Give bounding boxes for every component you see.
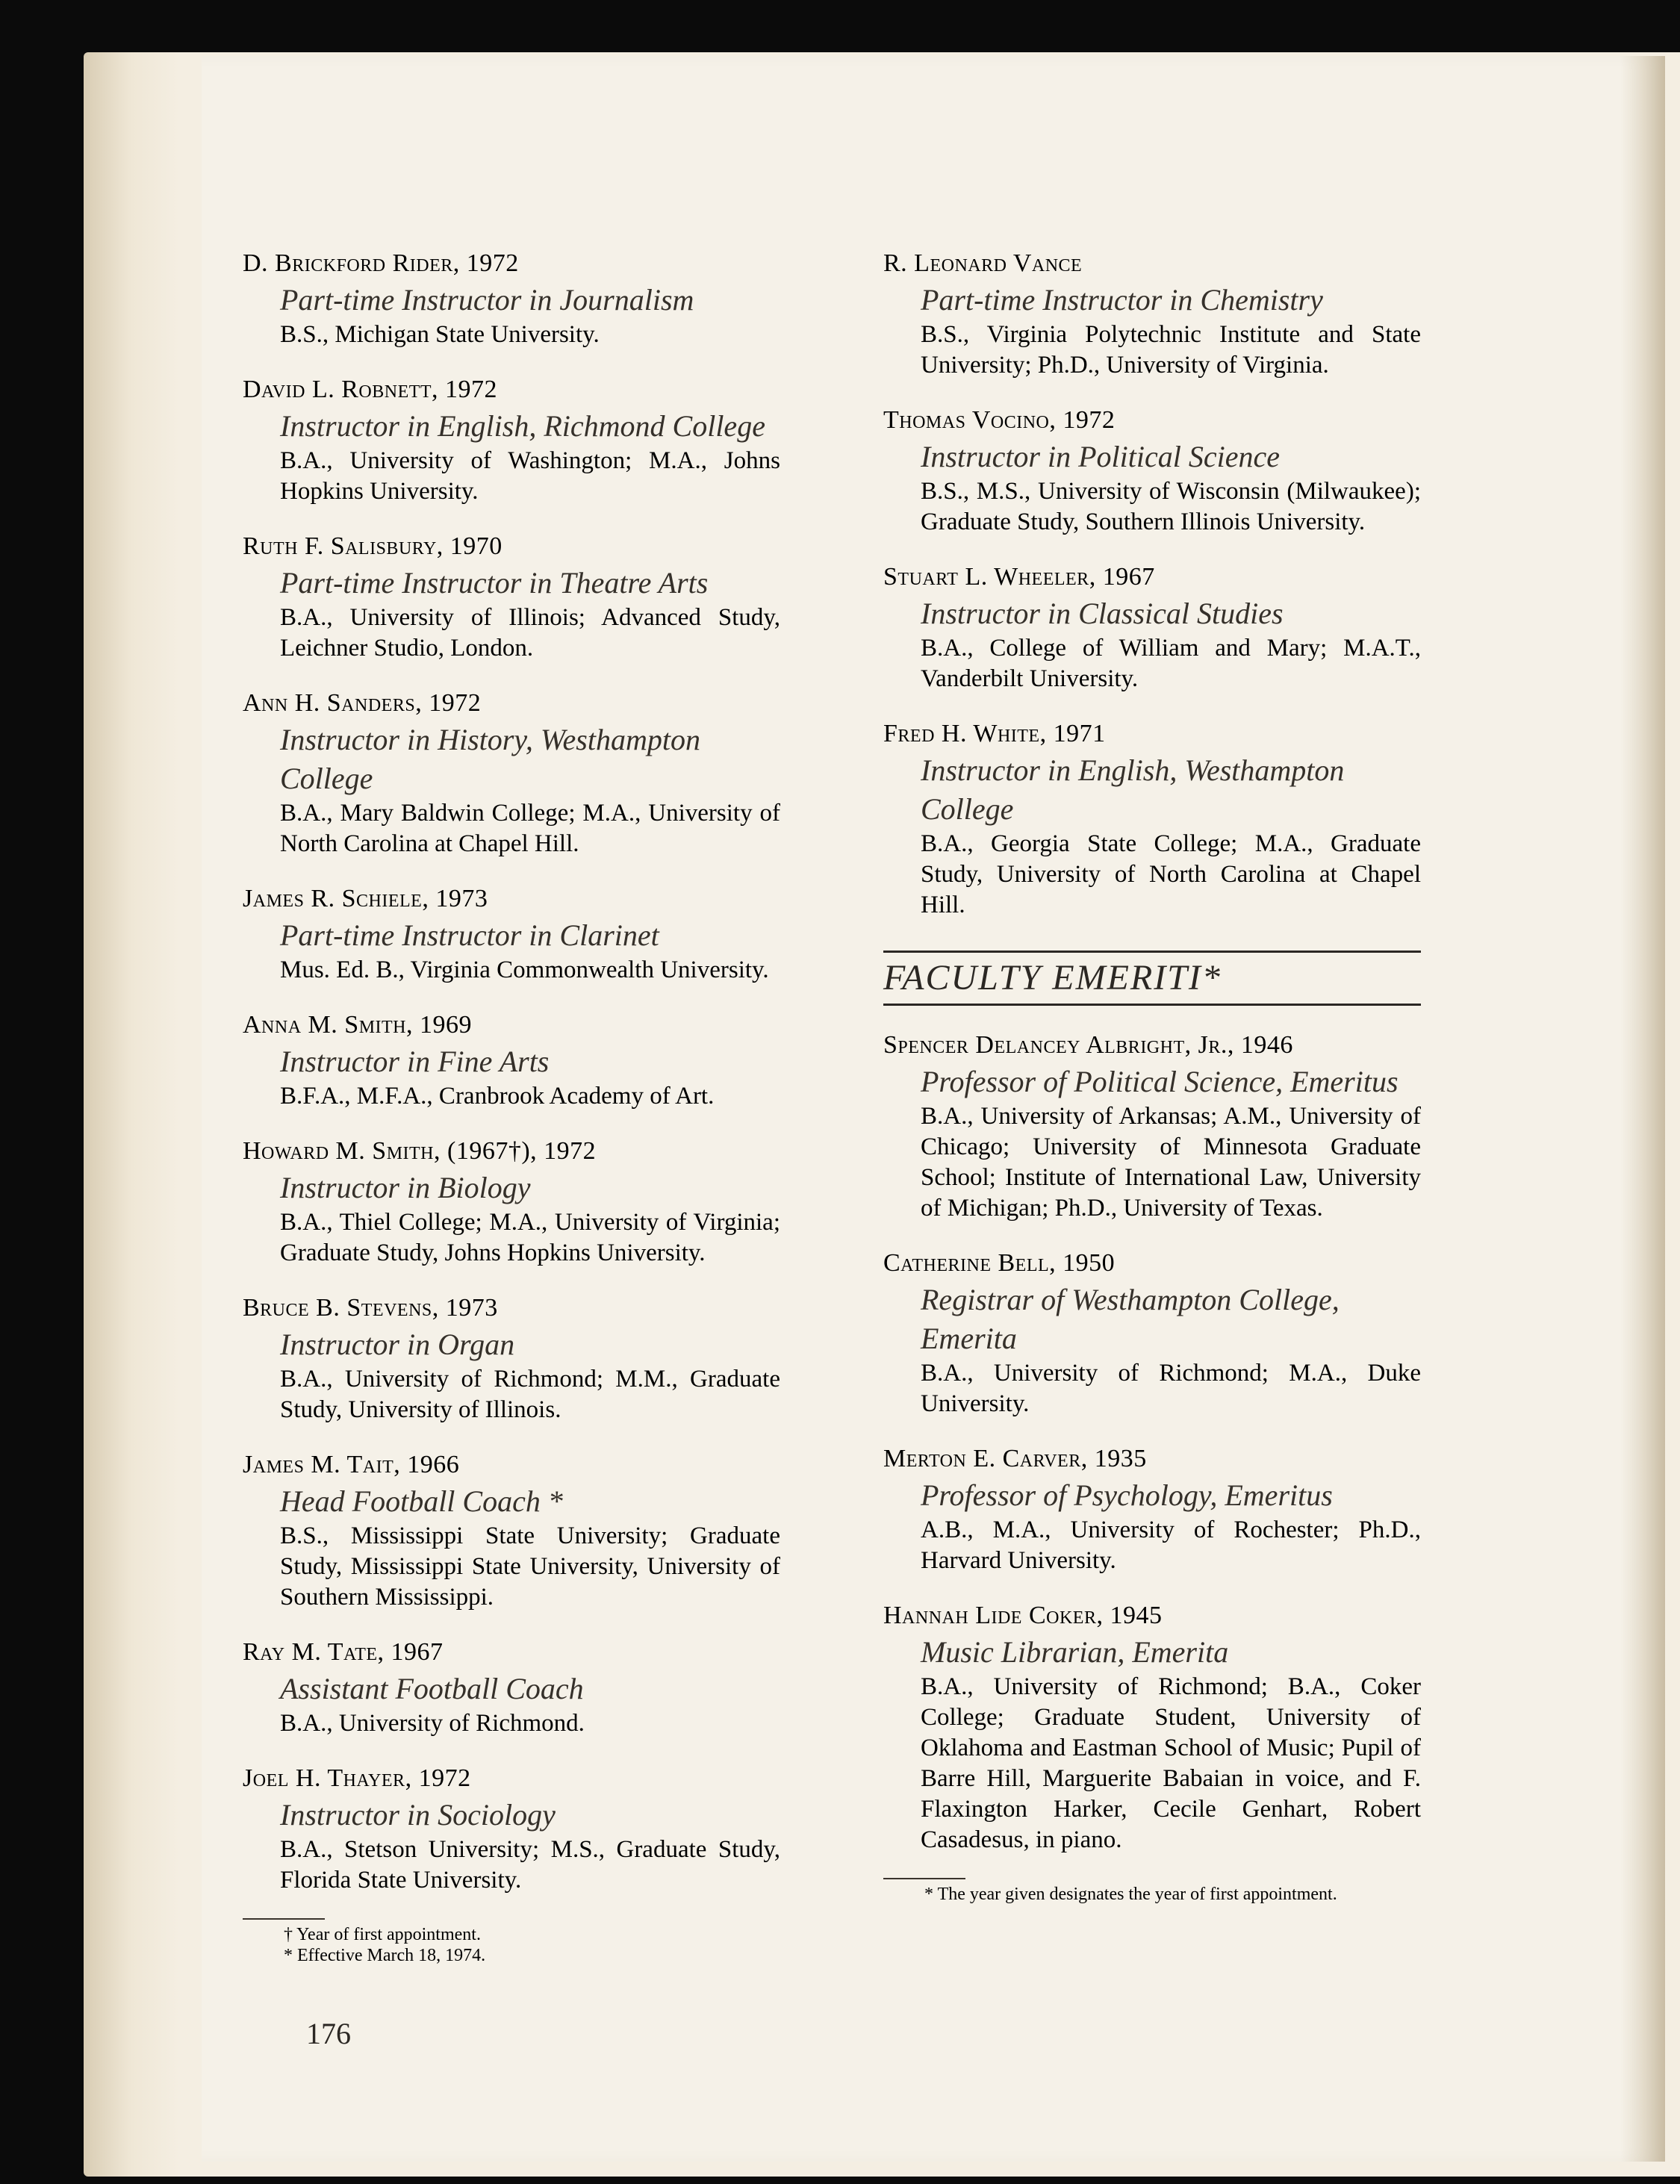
faculty-entry bbox=[243, 1008, 780, 1112]
right-column bbox=[883, 246, 1421, 1905]
faculty-name: Stuart L. Wheeler bbox=[883, 563, 1089, 591]
faculty-entry bbox=[883, 1028, 1421, 1224]
faculty-name-line bbox=[243, 246, 780, 281]
faculty-title: Instructor in Classical Studies bbox=[921, 597, 1284, 630]
faculty-entry bbox=[243, 246, 780, 350]
faculty-title: Assistant Football Coach bbox=[280, 1672, 584, 1705]
faculty-name: Spencer Delancey Albright, Jr. bbox=[883, 1031, 1228, 1059]
faculty-credentials: B.A., University of Arkansas; A.M., University of Chicago; University of Minnesota Graduate School; Institute of International Law, University of Michigan; Ph.D., University of Texas. bbox=[921, 1103, 1421, 1222]
faculty-name-line bbox=[883, 1246, 1421, 1281]
faculty-name-line bbox=[243, 882, 780, 916]
faculty-title: Professor of Psychology, Emeritus bbox=[921, 1478, 1333, 1512]
faculty-credentials: B.F.A., M.F.A., Cranbrook Academy of Art. bbox=[280, 1083, 715, 1110]
faculty-credentials: B.A., Mary Baldwin College; M.A., University of North Carolina at Chapel Hill. bbox=[280, 800, 780, 857]
faculty-name-line bbox=[243, 529, 780, 564]
faculty-entry bbox=[243, 373, 780, 507]
footnote: * The year given designates the year of first appointment. bbox=[924, 1885, 1337, 1904]
faculty-credentials: A.B., M.A., University of Rochester; Ph.D., Harvard University. bbox=[921, 1516, 1421, 1574]
appointment-year: , 1972 bbox=[405, 1764, 471, 1792]
faculty-credentials: B.A., University of Richmond; M.A., Duke University. bbox=[921, 1360, 1421, 1417]
faculty-name: David L. Robnett bbox=[243, 376, 432, 403]
faculty-title: Instructor in Organ bbox=[280, 1328, 515, 1361]
appointment-year: , 1972 bbox=[452, 249, 519, 277]
faculty-title: Professor of Political Science, Emeritus bbox=[921, 1065, 1399, 1098]
appointment-year: , 1950 bbox=[1049, 1249, 1116, 1277]
faculty-name-line bbox=[243, 1008, 780, 1042]
faculty-title: Instructor in Sociology bbox=[280, 1798, 556, 1832]
left-footnotes bbox=[243, 1918, 780, 1966]
faculty-title: Instructor in Biology bbox=[280, 1171, 531, 1204]
appointment-year: , (1967†), 1972 bbox=[434, 1137, 597, 1165]
faculty-name: Howard M. Smith bbox=[243, 1137, 435, 1165]
faculty-name-line bbox=[243, 1134, 780, 1169]
faculty-name-line bbox=[883, 403, 1421, 438]
faculty-name: Bruce B. Stevens bbox=[243, 1294, 432, 1322]
appointment-year: , 1945 bbox=[1096, 1602, 1163, 1629]
faculty-title: Part-time Instructor in Journalism bbox=[280, 283, 694, 317]
page-gutter-shadow bbox=[1620, 56, 1665, 2162]
faculty-name: Anna M. Smith bbox=[243, 1011, 407, 1039]
faculty-name: Hannah Lide Coker bbox=[883, 1602, 1097, 1629]
appointment-year: , 1970 bbox=[436, 532, 503, 560]
faculty-title: Instructor in English, Richmond College bbox=[280, 409, 765, 443]
faculty-name: D. Brickford Rider bbox=[243, 249, 453, 277]
appointment-year: , 1972 bbox=[1049, 406, 1116, 434]
faculty-entry bbox=[243, 1134, 780, 1269]
faculty-entry bbox=[883, 403, 1421, 538]
faculty-name-line bbox=[883, 717, 1421, 751]
appointment-year: , 1969 bbox=[406, 1011, 473, 1039]
faculty-credentials: B.A., University of Richmond. bbox=[280, 1710, 585, 1737]
appointment-year: , 1935 bbox=[1080, 1445, 1147, 1472]
faculty-entry bbox=[243, 1291, 780, 1425]
faculty-credentials: B.A., University of Washington; M.A., Johns Hopkins University. bbox=[280, 447, 780, 505]
faculty-entry bbox=[883, 1246, 1421, 1419]
faculty-name: James M. Tait bbox=[243, 1451, 394, 1478]
faculty-credentials: B.S., M.S., University of Wisconsin (Milwaukee); Graduate Study, Southern Illinois University. bbox=[921, 478, 1421, 535]
faculty-name-line bbox=[883, 1028, 1421, 1063]
faculty-entry bbox=[883, 1442, 1421, 1576]
faculty-title: Instructor in English, Westhampton College bbox=[921, 753, 1345, 826]
footnote: * Effective March 18, 1974. bbox=[284, 1946, 486, 1965]
faculty-name: James R. Schiele bbox=[243, 885, 423, 912]
faculty-name-line bbox=[243, 1635, 780, 1670]
faculty-name-line bbox=[243, 1761, 780, 1796]
faculty-name: Joel H. Thayer bbox=[243, 1764, 405, 1792]
faculty-credentials: B.S., Michigan State University. bbox=[280, 321, 600, 348]
faculty-credentials: B.A., Georgia State College; M.A., Graduate Study, University of North Carolina at Chapel Hill. bbox=[921, 830, 1421, 918]
faculty-name: Ray M. Tate bbox=[243, 1638, 378, 1666]
appointment-year: , 1967 bbox=[1089, 563, 1155, 591]
appointment-year: , 1972 bbox=[432, 376, 498, 403]
faculty-credentials: B.A., College of William and Mary; M.A.T., Vanderbilt University. bbox=[921, 635, 1421, 692]
faculty-name-line bbox=[883, 246, 1421, 281]
faculty-credentials: B.S., Virginia Polytechnic Institute and State University; Ph.D., University of Virginia. bbox=[921, 321, 1421, 379]
faculty-title: Instructor in History, Westhampton College bbox=[280, 723, 700, 795]
faculty-title: Part-time Instructor in Theatre Arts bbox=[280, 566, 709, 600]
faculty-name: Ruth F. Salisbury bbox=[243, 532, 437, 560]
faculty-name: Fred H. White bbox=[883, 720, 1040, 747]
faculty-title: Instructor in Fine Arts bbox=[280, 1045, 550, 1078]
faculty-name: Merton E. Carver bbox=[883, 1445, 1081, 1472]
faculty-title: Part-time Instructor in Chemistry bbox=[921, 283, 1323, 317]
faculty-credentials: B.S., Mississippi State University; Graduate Study, Mississippi State University, University of Southern Mississippi. bbox=[280, 1522, 780, 1611]
faculty-credentials: B.A., Thiel College; M.A., University of Virginia; Graduate Study, Johns Hopkins University. bbox=[280, 1209, 780, 1266]
left-column bbox=[243, 246, 780, 1966]
faculty-credentials: B.A., University of Richmond; B.A., Coker College; Graduate Student, University of Oklahoma and Eastman School of Music; Pupil of Barre Hill, Marguerite Babaian in voice, and F. Flaxington Harker, Cecile Genhart, Robert Casadesus, in piano. bbox=[921, 1673, 1421, 1853]
faculty-name: Thomas Vocino bbox=[883, 406, 1050, 434]
appointment-year: , 1946 bbox=[1227, 1031, 1293, 1059]
faculty-name-line bbox=[243, 373, 780, 407]
faculty-entry bbox=[243, 1635, 780, 1739]
faculty-entry bbox=[883, 1599, 1421, 1855]
faculty-credentials: B.A., University of Richmond; M.M., Graduate Study, University of Illinois. bbox=[280, 1366, 780, 1423]
appointment-year: , 1973 bbox=[422, 885, 488, 912]
faculty-name-line bbox=[883, 1599, 1421, 1633]
faculty-entry bbox=[883, 717, 1421, 921]
faculty-emeriti-heading: FACULTY EMERITI* bbox=[883, 958, 1222, 998]
faculty-credentials: Mus. Ed. B., Virginia Commonwealth University. bbox=[280, 956, 769, 983]
appointment-year: , 1973 bbox=[432, 1294, 498, 1322]
emeriti-list bbox=[883, 1028, 1421, 1855]
appointment-year: , 1966 bbox=[393, 1451, 460, 1478]
faculty-title: Instructor in Political Science bbox=[921, 440, 1280, 473]
faculty-title: Head Football Coach * bbox=[280, 1484, 563, 1518]
appointment-year: , 1967 bbox=[377, 1638, 444, 1666]
faculty-entry bbox=[243, 1761, 780, 1896]
faculty-credentials: B.A., Stetson University; M.S., Graduate Study, Florida State University. bbox=[280, 1836, 780, 1894]
appointment-year: , 1971 bbox=[1039, 720, 1106, 747]
right-footnotes bbox=[883, 1878, 1421, 1905]
faculty-name: Ann H. Sanders bbox=[243, 689, 416, 717]
faculty-name: Catherine Bell bbox=[883, 1249, 1050, 1277]
section-rule-bottom bbox=[883, 1004, 1421, 1006]
faculty-name: R. Leonard Vance bbox=[883, 249, 1083, 277]
faculty-title: Part-time Instructor in Clarinet bbox=[280, 918, 659, 952]
faculty-entry bbox=[243, 529, 780, 664]
footnote: † Year of first appointment. bbox=[284, 1925, 481, 1944]
faculty-name-line bbox=[883, 1442, 1421, 1476]
page-number: 176 bbox=[306, 2017, 351, 2050]
faculty-entry bbox=[243, 882, 780, 986]
faculty-entry bbox=[243, 1448, 780, 1613]
faculty-credentials: B.A., University of Illinois; Advanced Study, Leichner Studio, London. bbox=[280, 604, 780, 662]
appointment-year: , 1972 bbox=[415, 689, 482, 717]
faculty-entry bbox=[883, 246, 1421, 381]
faculty-title: Registrar of Westhampton College, Emerita bbox=[921, 1283, 1340, 1355]
faculty-name-line bbox=[243, 1448, 780, 1482]
faculty-name-line bbox=[883, 560, 1421, 594]
faculty-entry bbox=[883, 560, 1421, 694]
instructor-list-continued bbox=[883, 246, 1421, 921]
faculty-title: Music Librarian, Emerita bbox=[921, 1635, 1229, 1669]
faculty-name-line bbox=[243, 686, 780, 721]
faculty-name-line bbox=[243, 1291, 780, 1325]
faculty-entry bbox=[243, 686, 780, 859]
